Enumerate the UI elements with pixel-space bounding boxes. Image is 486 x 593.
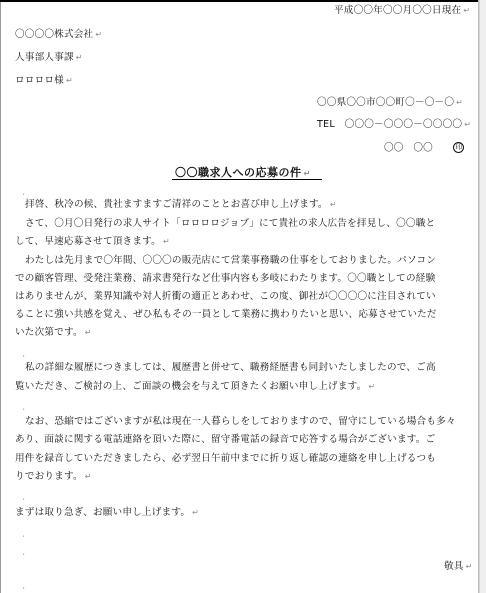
sender-tel: TEL 〇〇〇－〇〇〇－〇〇〇〇: [317, 119, 463, 130]
paragraph-mark-icon: ↵: [75, 53, 83, 62]
paragraph-mark-icon: ↵: [84, 328, 92, 337]
paragraph-mark-icon: ↵: [192, 508, 200, 517]
sender-address: 〇〇県〇〇市〇〇町〇－〇－〇: [317, 97, 455, 108]
empty-paragraph-mark-icon: ⸼: [23, 186, 25, 195]
closing-line: [444, 561, 473, 573]
body-paragraph-3-line-3: [15, 291, 436, 303]
empty-paragraph-mark-icon: ⸼: [23, 491, 25, 500]
body-paragraph-5-line-1: [25, 416, 456, 428]
body-paragraph-4-line-1: [25, 362, 436, 374]
paragraph-mark-icon: ↵: [329, 200, 337, 209]
body-text: まずは取り急ぎ、お願い申し上げます。: [15, 507, 191, 518]
paragraph-mark-icon: ↵: [84, 472, 92, 481]
body-text: わたしは先月まで〇年間、〇〇〇の販売店にて営業事務職の仕事をしておりました。パソコン: [25, 255, 437, 266]
paragraph-mark-icon: ↵: [368, 382, 376, 391]
body-text: はありませんが、業界知識や対人折衝の適正とあわせ、この度、御社が〇〇〇〇に注目されてい: [15, 291, 436, 302]
empty-paragraph-mark-icon: ⸼: [23, 580, 25, 589]
date-line: [334, 5, 470, 17]
empty-paragraph-mark-icon: ⸼: [23, 348, 25, 357]
sender-address-line: [317, 97, 463, 109]
letter-title: 〇〇職求人への応募の件: [175, 166, 302, 179]
body-paragraph-2-line-1: [25, 218, 435, 230]
recipient-department: 人事部人事課: [15, 52, 74, 63]
sender-name-line: [384, 142, 464, 155]
body-text: 拝啓、秋冷の候、貴社ますますご清祥のこととお喜び申し上げます。: [25, 199, 328, 210]
body-paragraph-3-line-1: [25, 255, 436, 267]
body-paragraph-3-line-2: [15, 273, 435, 285]
letter-title-line: [175, 164, 311, 180]
body-paragraph-3-line-5: [15, 327, 92, 339]
recipient-name-line: [15, 75, 73, 87]
page-top-rule: [0, 0, 478, 2]
paragraph-mark-icon: ↵: [456, 98, 464, 107]
recipient-company-line: [15, 29, 102, 41]
page-left-edge: [0, 0, 1, 593]
sender-name: 〇〇 〇〇: [384, 142, 433, 154]
body-paragraph-4-line-2: [15, 381, 375, 393]
body-paragraph-3-line-4: [15, 309, 437, 321]
empty-paragraph-mark-icon: ⸼: [23, 401, 25, 410]
body-text: いた次第です。: [15, 327, 83, 338]
body-paragraph-5-line-3: [15, 453, 436, 465]
recipient-department-line: [15, 52, 83, 64]
paragraph-mark-icon: ↵: [95, 30, 103, 39]
closing-text: 敬具: [444, 561, 464, 572]
body-text: さて、〇月〇日発行の求人サイト「ロロロロジョブ」にて貴社の求人広告を拝見し、〇〇職と: [25, 218, 436, 229]
body-text: りでおります。: [15, 471, 83, 482]
paragraph-mark-icon: ↵: [303, 169, 311, 178]
body-text: 用件を録音していただきましたら、必ず翌日午前中までに折り返し確認の連絡を申し上げるつも: [15, 453, 437, 464]
sender-tel-line: [317, 119, 471, 131]
paragraph-mark-icon: ↵: [465, 562, 473, 571]
empty-paragraph-mark-icon: ⸼: [23, 528, 25, 537]
paragraph-mark-icon: ↵: [464, 120, 472, 129]
body-text: して、早速応募させて頂きます。: [15, 236, 161, 247]
body-text: での顧客管理、受発注業務、請求書発行など仕事内容も多岐にわたります。〇〇職としての経験: [15, 273, 436, 284]
empty-paragraph-mark-icon: ⸼: [23, 546, 25, 555]
paragraph-mark-icon: ↵: [65, 76, 73, 85]
recipient-name: ロロロロ様: [15, 75, 64, 86]
body-paragraph-5-line-4: [15, 471, 92, 483]
vertical-scrollbar[interactable]: [479, 0, 486, 593]
body-text: ることに強い共感を覚え、ぜひ私もその一員として業務に携わりたいと思い、応募させていただ: [15, 309, 437, 320]
body-paragraph-5-line-2: [15, 434, 435, 446]
recipient-company: 〇〇〇〇株式会社: [15, 29, 94, 40]
body-text: あり、面談に関する電話連絡を頂いた際に、留守番電話の録音で応答する場合がございます。ご: [15, 434, 436, 445]
date-text: 平成〇〇年〇〇月〇〇日現在: [334, 5, 462, 16]
paragraph-mark-icon: ↵: [162, 237, 170, 246]
body-paragraph-6: [15, 507, 199, 519]
paragraph-mark-icon: ↵: [463, 6, 471, 15]
seal-icon: 印: [455, 143, 463, 151]
body-text: 私の詳細な履歴につきましては、履歴書と併せて、職務経歴書も同封いたしましたので、ご高: [25, 362, 436, 373]
body-paragraph-1: [15, 199, 337, 211]
body-text: なお、恐縮ではございますが私は現在一人暮らしをしておりますので、留守にしている場合も多々: [25, 416, 456, 427]
body-text: 覧いただき、ご検討の上、ご面談の機会を与えて頂きたくお願い申し上げます。: [15, 381, 367, 392]
body-paragraph-2-line-2: [15, 236, 170, 248]
